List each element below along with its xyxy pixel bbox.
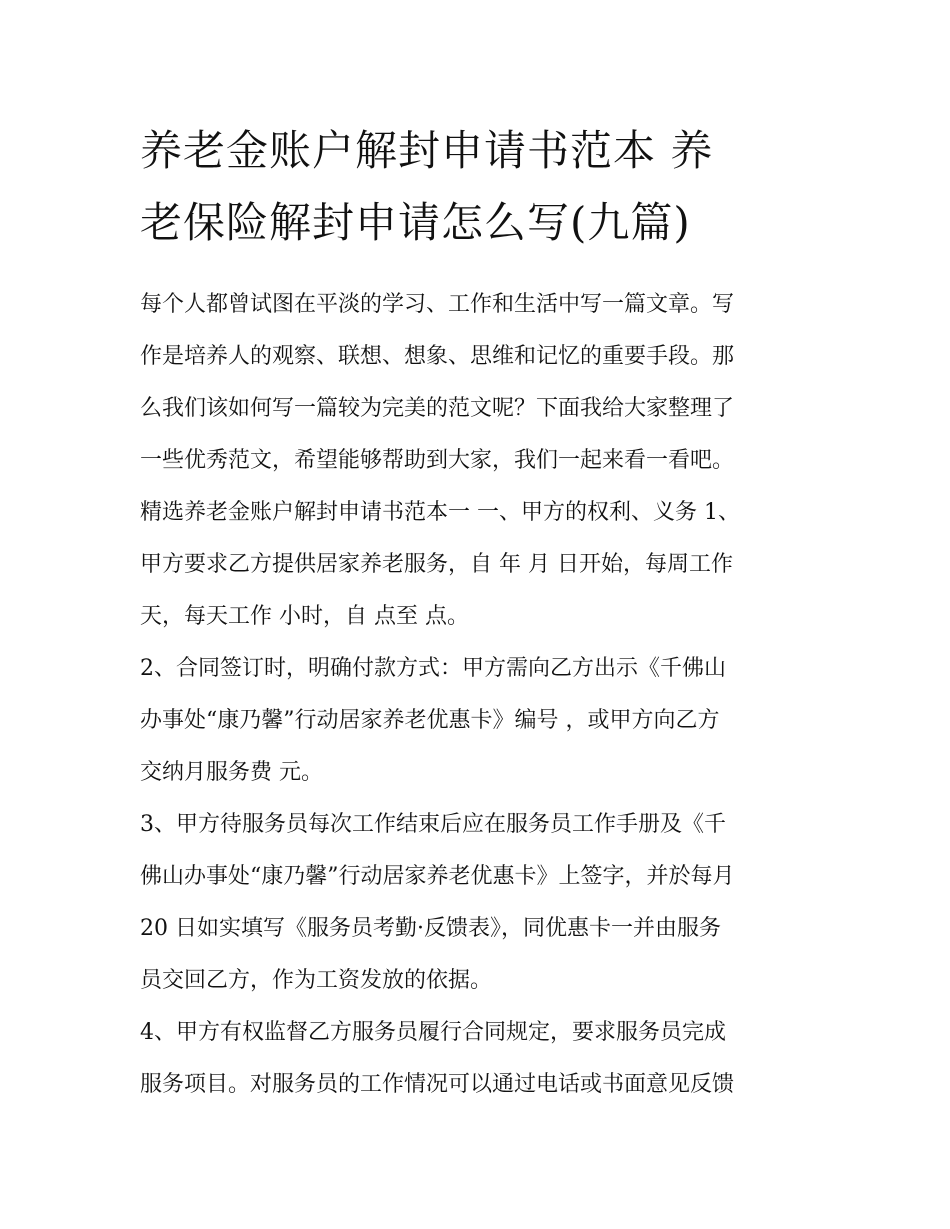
- paragraph-intro: [140, 279, 820, 643]
- text-line: 4、甲方有权监督乙方服务员履行合同规定，要求服务员完成: [140, 1020, 726, 1045]
- title-line: 养老金账户解封申请书范本 养: [140, 126, 714, 175]
- text-line: 天，每天工作 小时，自 点至 点。: [140, 604, 469, 629]
- text-line: 2、合同签订时，明确付款方式：甲方需向乙方出示《千佛山: [140, 656, 726, 681]
- text-line: 服务项目。对服务员的工作情况可以通过电话或书面意见反馈: [140, 1072, 735, 1097]
- document-body: [140, 279, 820, 1111]
- text-line: 员交回乙方，作为工资发放的依据。: [140, 968, 493, 993]
- paragraph-item-2: [140, 643, 820, 799]
- text-line: 每个人都曾试图在平淡的学习、工作和生活中写一篇文章。写: [140, 292, 735, 317]
- text-line: 3、甲方待服务员每次工作结束后应在服务员工作手册及《千: [140, 812, 726, 837]
- text-line: 作是培养人的观察、联想、想象、思维和记忆的重要手段。那: [140, 344, 735, 369]
- text-line: 甲方要求乙方提供居家养老服务，自 年 月 日开始，每周工作: [140, 552, 733, 577]
- paragraph-item-4: [140, 1007, 820, 1111]
- text-line: 精选养老金账户解封申请书范本一 一、甲方的权利、义务 1、: [140, 500, 740, 525]
- text-line: 一些优秀范文，希望能够帮助到大家，我们一起来看一看吧。: [140, 448, 735, 473]
- text-line: 20 日如实填写《服务员考勤·反馈表》，同优惠卡一并由服务: [140, 916, 721, 941]
- paragraph-item-3: [140, 799, 820, 1007]
- document-title: [140, 115, 820, 259]
- title-line: 老保险解封申请怎么写(九篇): [140, 198, 691, 247]
- text-line: 佛山办事处“康乃馨”行动居家养老优惠卡》上签字，并於每月: [140, 864, 735, 889]
- text-line: 么我们该如何写一篇较为完美的范文呢？下面我给大家整理了: [140, 396, 735, 421]
- text-line: 办事处“康乃馨”行动居家养老优惠卡》编号 ，或甲方向乙方: [140, 708, 720, 733]
- text-line: 交纳月服务费 元。: [140, 760, 323, 785]
